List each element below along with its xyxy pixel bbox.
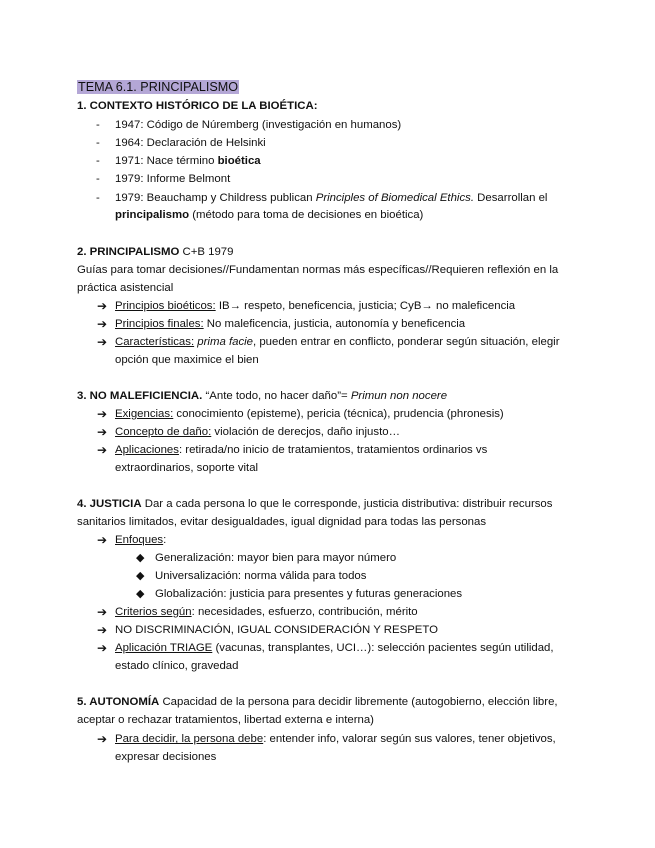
section-5-intro-cont: aceptar o rechazar tratamientos, libertad externa e interna) (77, 714, 374, 726)
sub-item: Universalización: norma válida para todos (155, 570, 367, 582)
arrow-item-continuation: estado clínico, gravedad (115, 660, 239, 672)
arrow-bullet-icon: ➔ (97, 641, 108, 655)
section-4-heading: 4. JUSTICIA Dar a cada persona lo que le corresponde, justicia distributiva: distribuir recursos (77, 498, 553, 510)
list-item-continuation: principalismo (método para toma de decisiones en bioética) (115, 209, 424, 221)
diamond-bullet-icon: ◆ (136, 552, 145, 564)
list-item: 1947: Código de Núremberg (investigación en humanos) (115, 119, 402, 131)
dash-bullet: - (96, 137, 100, 149)
arrow-item: Aplicación TRIAGE (vacunas, transplantes, UCI…): selección pacientes según utilidad, (115, 642, 554, 654)
arrow-item-continuation: extraordinarios, soporte vital (115, 462, 259, 474)
arrow-item: Para decidir, la persona debe: entender info, valorar según sus valores, tener objetivos, (115, 733, 556, 745)
arrow-bullet-icon: ➔ (97, 443, 108, 457)
arrow-item: Principios bioéticos: IB→ respeto, beneficencia, justicia; CyB→ no maleficencia (115, 300, 516, 312)
list-item: 1979: Informe Belmont (115, 173, 231, 185)
arrow-bullet-icon: ➔ (97, 732, 108, 746)
dash-bullet: - (96, 155, 100, 167)
arrow-item: Criterios según: necesidades, esfuerzo, contribución, mérito (115, 606, 418, 618)
sub-item: Generalización: mayor bien para mayor número (155, 552, 397, 564)
list-item: 1971: Nace término bioética (115, 155, 261, 167)
section-4-intro-cont: sanitarios limitados, evitar desigualdades, igual dignidad para todas las personas (77, 516, 487, 528)
arrow-bullet-icon: ➔ (97, 533, 108, 547)
arrow-item-continuation: opción que maximice el bien (115, 354, 259, 366)
arrow-item: Concepto de daño: violación de derecjos, daño injusto… (115, 426, 400, 438)
dash-bullet: - (96, 119, 100, 131)
arrow-bullet-icon: ➔ (97, 407, 108, 421)
title-highlight: TEMA 6.1. PRINCIPALISMO (78, 80, 239, 94)
arrow-bullet-icon: ➔ (97, 299, 108, 313)
diamond-bullet-icon: ◆ (136, 588, 145, 600)
sub-item: Globalización: justicia para presentes y futuras generaciones (155, 588, 463, 600)
diamond-bullet-icon: ◆ (136, 570, 145, 582)
arrow-item-continuation: expresar decisiones (115, 751, 217, 763)
arrow-bullet-icon: ➔ (97, 605, 108, 619)
section-1-heading: 1. CONTEXTO HISTÓRICO DE LA BIOÉTICA: (77, 100, 318, 112)
arrow-item: Enfoques: (115, 534, 167, 546)
arrow-item: NO DISCRIMINACIÓN, IGUAL CONSIDERACIÓN Y RESPETO (115, 624, 439, 636)
dash-bullet: - (96, 192, 100, 204)
section-2-intro: Guías para tomar decisiones//Fundamentan normas más específicas//Requieren reflexión en la (77, 264, 559, 276)
arrow-item: Características: prima facie, pueden entrar en conflicto, ponderar según situación, elegir (115, 336, 560, 348)
section-2-heading: 2. PRINCIPALISMO C+B 1979 (77, 246, 234, 258)
arrow-bullet-icon: ➔ (97, 335, 108, 349)
list-item: 1964: Declaración de Helsinki (115, 137, 266, 149)
arrow-item: Principios finales: No maleficencia, justicia, autonomía y beneficencia (115, 318, 466, 330)
section-3-heading: 3. NO MALEFICIENCIA. “Ante todo, no hacer daño”= Primun non nocere (77, 390, 448, 402)
arrow-bullet-icon: ➔ (97, 425, 108, 439)
arrow-item: Aplicaciones: retirada/no inicio de tratamientos, tratamientos ordinarios vs (115, 444, 488, 456)
arrow-item: Exigencias: conocimiento (episteme), pericia (técnica), prudencia (phronesis) (115, 408, 504, 420)
arrow-bullet-icon: ➔ (97, 317, 108, 331)
section-5-heading: 5. AUTONOMÍA Capacidad de la persona para decidir libremente (autogobierno, elección libre, (77, 696, 558, 708)
list-item: 1979: Beauchamp y Childress publican Principles of Biomedical Ethics. Desarrollan el (115, 192, 548, 204)
page-title (77, 79, 239, 97)
section-2-intro-cont: práctica asistencial (77, 282, 174, 294)
arrow-bullet-icon: ➔ (97, 623, 108, 637)
dash-bullet: - (96, 173, 100, 185)
